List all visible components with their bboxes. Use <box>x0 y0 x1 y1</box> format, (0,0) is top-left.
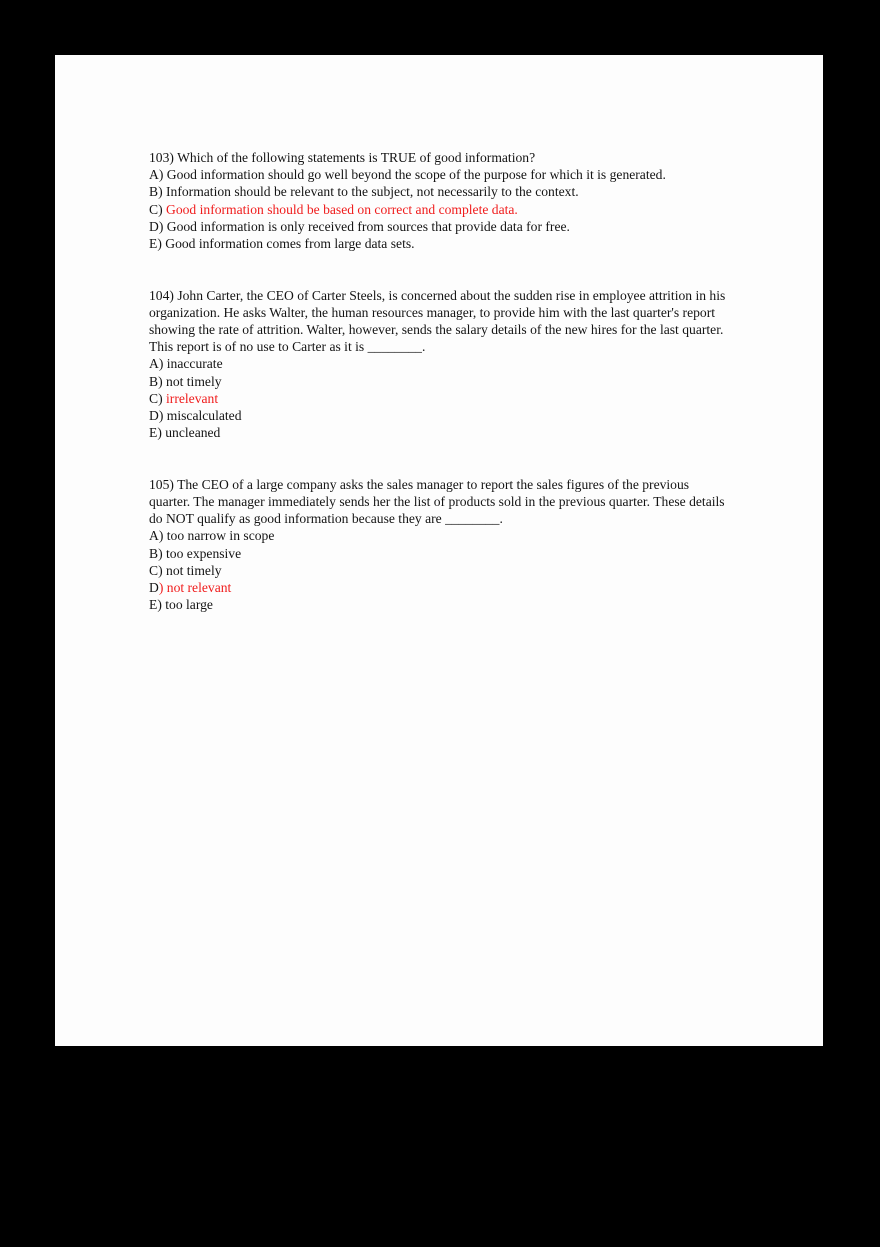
option-text: miscalculated <box>166 408 242 424</box>
option-marker <box>149 391 163 406</box>
question-block <box>149 287 727 442</box>
option-paren: ) <box>158 373 163 389</box>
answer-option[interactable] <box>149 527 727 544</box>
option-marker <box>149 374 163 389</box>
option-letter: D <box>149 408 159 424</box>
option-text: too narrow in scope <box>166 528 275 544</box>
answer-option[interactable] <box>149 407 727 424</box>
option-paren: ) <box>158 545 163 561</box>
option-text: uncleaned <box>165 425 221 441</box>
option-letter: A <box>149 528 159 544</box>
answer-option[interactable] <box>149 183 727 200</box>
option-paren: ) <box>158 184 163 200</box>
option-paren: ) <box>158 390 163 406</box>
answer-option[interactable] <box>149 424 727 441</box>
option-paren: ) <box>157 425 162 441</box>
option-marker <box>149 528 163 543</box>
option-paren: ) <box>157 236 162 252</box>
option-letter: C <box>149 562 159 578</box>
option-marker <box>149 563 163 578</box>
option-text: Good information comes from large data sets. <box>165 236 415 252</box>
option-text: irrelevant <box>166 390 219 406</box>
answer-option[interactable] <box>149 545 727 562</box>
option-letter: D <box>149 580 159 596</box>
option-letter: B <box>149 373 159 389</box>
answer-option[interactable] <box>149 390 727 407</box>
option-letter: A <box>149 167 159 183</box>
option-paren: ) <box>158 528 164 544</box>
option-paren: ) <box>158 562 163 578</box>
answer-option[interactable] <box>149 579 727 596</box>
document-page <box>55 55 823 1046</box>
option-marker <box>149 546 163 561</box>
option-letter: B <box>149 184 159 200</box>
option-text: Good information should go well beyond the scope of the purpose for which it is generated. <box>166 167 666 183</box>
answer-option[interactable] <box>149 373 727 390</box>
option-marker <box>149 184 163 199</box>
option-paren: ) <box>157 597 162 613</box>
option-text: not relevant <box>166 580 232 596</box>
option-letter: C <box>149 201 159 217</box>
question-spacer <box>149 269 727 286</box>
answer-option[interactable] <box>149 218 727 235</box>
option-text: not timely <box>166 373 222 389</box>
option-paren: ) <box>158 408 164 424</box>
option-letter: E <box>149 597 158 613</box>
option-text: too expensive <box>166 545 242 561</box>
option-paren: ) <box>158 356 164 372</box>
answer-option[interactable] <box>149 562 727 579</box>
option-marker <box>149 236 162 251</box>
option-marker <box>149 425 162 440</box>
option-marker <box>149 202 163 217</box>
option-marker <box>149 580 163 595</box>
option-letter: A <box>149 356 159 372</box>
option-text: inaccurate <box>166 356 223 372</box>
question-block <box>149 476 727 614</box>
question-block <box>149 149 727 252</box>
question-spacer <box>149 459 727 476</box>
option-text: Good information is only received from sources that provide data for free. <box>166 218 570 234</box>
option-letter: D <box>149 218 159 234</box>
answer-option[interactable] <box>149 355 727 372</box>
answer-option[interactable] <box>149 235 727 252</box>
question-stem: 104) John Carter, the CEO of Carter Steels, is concerned about the sudden rise in employee attrition in his organization. He asks Walter, the human resources manager, to provide him with the last quarter's report showing the rate of attrition. Walter, however, sends the salary details of the new hires for the last quarter. This report is of no use to Carter as it is ________. <box>149 287 726 355</box>
option-letter: B <box>149 545 159 561</box>
option-paren: ) <box>158 201 163 217</box>
option-paren: ) <box>158 167 164 183</box>
option-paren: ) <box>158 580 164 596</box>
answer-option[interactable] <box>149 596 727 613</box>
option-marker <box>149 167 163 182</box>
option-letter: E <box>149 236 158 252</box>
option-letter: E <box>149 425 158 441</box>
question-stem: 105) The CEO of a large company asks the sales manager to report the sales figures of the previous quarter. The manager immediately sends her the list of products sold in the previous quarter. These details do NOT qualify as good information because they are ________. <box>149 476 725 527</box>
question-stem: 103) Which of the following statements is TRUE of good information? <box>149 150 536 165</box>
answer-option[interactable] <box>149 166 727 183</box>
option-text: not timely <box>166 562 222 578</box>
option-marker <box>149 597 162 612</box>
option-text: Information should be relevant to the subject, not necessarily to the context. <box>166 184 579 200</box>
option-marker <box>149 219 163 234</box>
option-paren: ) <box>158 218 164 234</box>
answer-option[interactable] <box>149 201 727 218</box>
option-marker <box>149 356 163 371</box>
question-list <box>149 149 727 631</box>
option-marker <box>149 408 163 423</box>
option-text: too large <box>165 597 213 613</box>
option-text: Good information should be based on correct and complete data. <box>166 201 518 217</box>
option-letter: C <box>149 390 159 406</box>
